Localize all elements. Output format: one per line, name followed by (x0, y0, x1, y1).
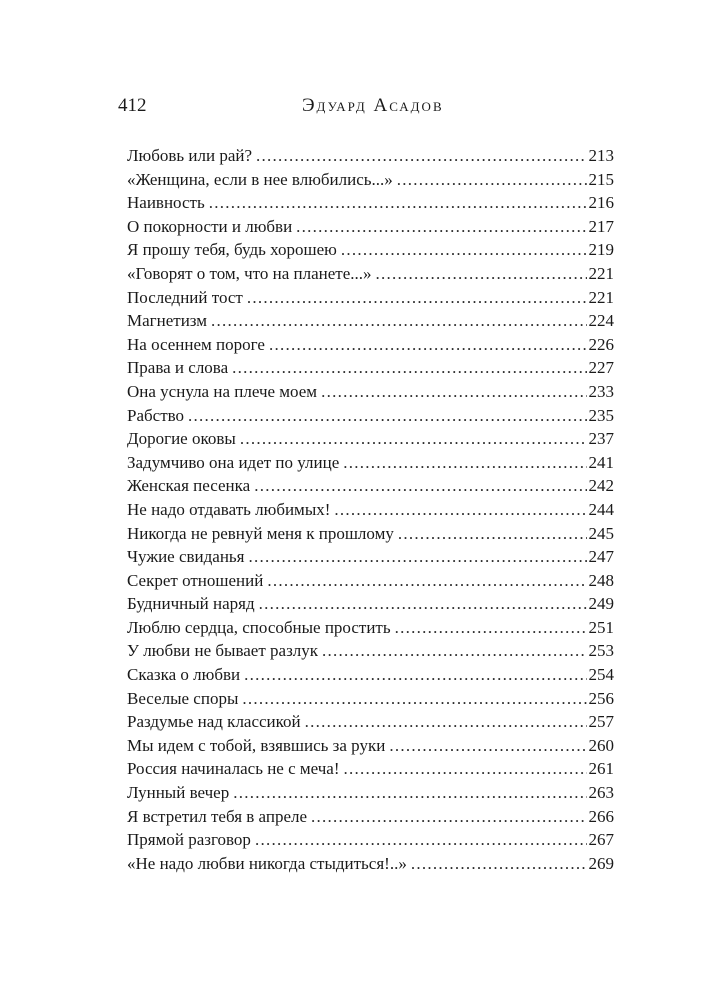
toc-entry-page: 261 (588, 759, 614, 779)
table-of-contents (127, 144, 614, 875)
toc-entry-page: 244 (588, 499, 614, 519)
toc-entry-page: 263 (588, 783, 614, 803)
toc-entry (127, 144, 614, 168)
dot-leader (244, 663, 586, 687)
dot-leader (255, 828, 587, 852)
toc-entry (127, 828, 614, 852)
toc-entry-page: 242 (588, 476, 614, 496)
toc-entry-page: 251 (588, 617, 614, 637)
toc-entry (127, 757, 614, 781)
toc-entry (127, 687, 614, 711)
toc-entry-title: Раздумье над классикой (127, 712, 301, 732)
toc-entry-title: Веселые споры (127, 688, 239, 708)
dot-leader (242, 687, 586, 711)
toc-entry (127, 805, 614, 829)
dot-leader (322, 639, 586, 663)
toc-entry-title: Я прошу тебя, будь хорошею (127, 240, 337, 260)
toc-entry-title: Сказка о любви (127, 665, 241, 685)
toc-entry (127, 710, 614, 734)
dot-leader (344, 757, 587, 781)
toc-entry-page: 224 (588, 311, 614, 331)
dot-leader (397, 168, 587, 192)
toc-entry-page: 235 (588, 405, 614, 425)
dot-leader (247, 286, 587, 310)
toc-entry-page: 233 (588, 381, 614, 401)
dot-leader (188, 404, 586, 428)
toc-entry (127, 616, 614, 640)
toc-entry-title: Рабство (127, 405, 185, 425)
toc-entry (127, 639, 614, 663)
toc-entry-page: 216 (588, 193, 614, 213)
toc-entry-title: Прямой разговор (127, 830, 251, 850)
toc-entry-title: Магнетизм (127, 311, 208, 331)
toc-entry-title: Она уснула на плече моем (127, 381, 318, 401)
toc-entry-title: Чужие свиданья (127, 547, 245, 567)
toc-entry-title: Последний тост (127, 287, 243, 307)
toc-entry (127, 262, 614, 286)
toc-entry (127, 569, 614, 593)
toc-entry-title: У любви не бывает разлук (127, 641, 319, 661)
toc-entry (127, 734, 614, 758)
toc-entry-page: 248 (588, 570, 614, 590)
toc-entry (127, 663, 614, 687)
toc-entry-title: Мы идем с тобой, взявшись за руки (127, 735, 386, 755)
toc-entry (127, 852, 614, 876)
dot-leader (341, 238, 587, 262)
toc-entry-page: 237 (588, 429, 614, 449)
toc-entry (127, 451, 614, 475)
toc-entry (127, 592, 614, 616)
dot-leader (233, 781, 586, 805)
toc-entry-title: О покорности и любви (127, 216, 293, 236)
toc-entry-title: Я встретил тебя в апреле (127, 806, 308, 826)
dot-leader (398, 522, 587, 546)
toc-entry-page: 253 (588, 641, 614, 661)
toc-entry-page: 213 (588, 146, 614, 165)
author-name: Эдуард Асадов (302, 95, 444, 116)
toc-entry-page: 221 (588, 263, 614, 283)
toc-entry-title: Дорогие оковы (127, 429, 236, 449)
toc-entry-title: Будничный наряд (127, 594, 255, 614)
dot-leader (389, 734, 586, 758)
toc-entry-page: 256 (588, 688, 614, 708)
toc-entry-page: 254 (588, 665, 614, 685)
toc-entry-title: На осеннем пороге (127, 334, 265, 354)
toc-entry-title: Лунный вечер (127, 783, 230, 803)
toc-entry (127, 522, 614, 546)
toc-entry-title: Люблю сердца, способные простить (127, 617, 391, 637)
toc-entry-page: 219 (588, 240, 614, 260)
dot-leader (267, 569, 586, 593)
toc-entry (127, 215, 614, 239)
dot-leader (269, 333, 587, 357)
dot-leader (296, 215, 586, 239)
dot-leader (321, 380, 586, 404)
toc-entry-page: 266 (588, 806, 614, 826)
toc-entry-page: 249 (588, 594, 614, 614)
toc-entry (127, 474, 614, 498)
toc-entry-title: Никогда не ревнуй меня к прошлому (127, 523, 394, 543)
toc-entry-page: 269 (588, 853, 614, 873)
toc-entry-title: Женская песенка (127, 476, 251, 496)
toc-entry-page: 227 (588, 358, 614, 378)
toc-entry-title: «Не надо любви никогда стыдиться!..» (127, 853, 407, 873)
dot-leader (254, 474, 586, 498)
toc-entry-title: «Женщина, если в нее влюбились...» (127, 169, 393, 189)
dot-leader (232, 356, 586, 380)
toc-entry-title: Россия начиналась не с меча! (127, 759, 340, 779)
dot-leader (343, 451, 586, 475)
toc-entry-title: Задумчиво она идет по улице (127, 452, 340, 472)
toc-entry-page: 241 (588, 452, 614, 472)
toc-entry (127, 404, 614, 428)
toc-entry-page: 221 (588, 287, 614, 307)
toc-entry-page: 247 (588, 547, 614, 567)
toc-entry-title: Любовь или рай? (127, 146, 253, 165)
dot-leader (240, 427, 587, 451)
toc-entry (127, 545, 614, 569)
toc-entry-page: 215 (588, 169, 614, 189)
toc-entry (127, 356, 614, 380)
dot-leader (256, 144, 586, 168)
toc-entry-title: Наивность (127, 193, 205, 213)
toc-entry (127, 333, 614, 357)
running-head (118, 95, 614, 119)
dot-leader (209, 191, 587, 215)
toc-entry-title: «Говорят о том, что на планете...» (127, 263, 372, 283)
toc-entry (127, 238, 614, 262)
toc-entry (127, 498, 614, 522)
toc-entry (127, 191, 614, 215)
dot-leader (249, 545, 587, 569)
toc-entry-title: Права и слова (127, 358, 229, 378)
dot-leader (376, 262, 587, 286)
toc-entry-title: Не надо отдавать любимых! (127, 499, 331, 519)
toc-entry (127, 427, 614, 451)
dot-leader (305, 710, 587, 734)
dot-leader (311, 805, 586, 829)
page-number: 412 (118, 95, 147, 116)
toc-entry-page: 226 (588, 334, 614, 354)
toc-entry (127, 380, 614, 404)
toc-entry (127, 309, 614, 333)
toc-entry-title: Секрет отношений (127, 570, 264, 590)
toc-entry-page: 257 (588, 712, 614, 732)
dot-leader (211, 309, 586, 333)
dot-leader (395, 616, 587, 640)
toc-entry-page: 217 (588, 216, 614, 236)
toc-entry (127, 781, 614, 805)
toc-entry (127, 286, 614, 310)
toc-entry-page: 245 (588, 523, 614, 543)
dot-leader (411, 852, 587, 876)
dot-leader (259, 592, 587, 616)
dot-leader (334, 498, 586, 522)
toc-entry-page: 267 (588, 830, 614, 850)
toc-entry (127, 168, 614, 192)
toc-entry-page: 260 (588, 735, 614, 755)
